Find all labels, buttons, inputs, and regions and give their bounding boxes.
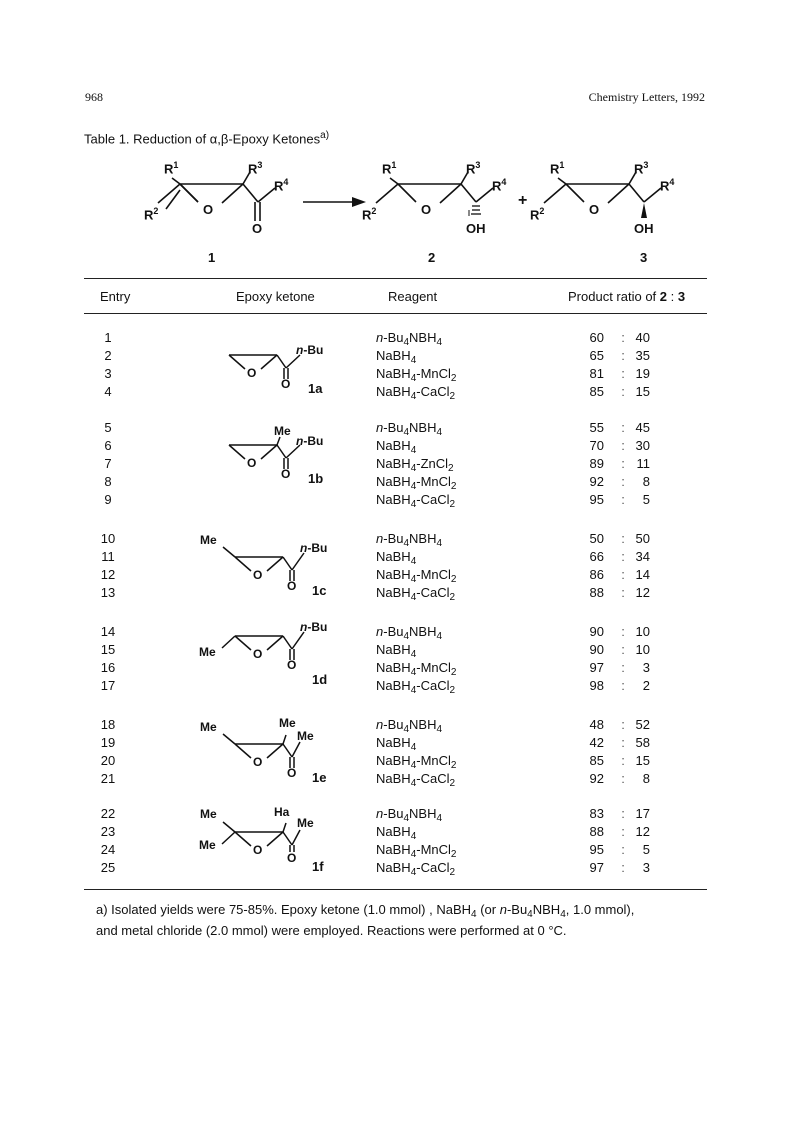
- reagent-part: NaBH: [376, 474, 411, 489]
- reagent-part: -CaCl: [416, 384, 450, 399]
- reagent-part: -Bu: [383, 717, 404, 732]
- entry-number: 10: [100, 531, 116, 546]
- ratio-separator: :: [621, 717, 625, 732]
- scheme-r1-label: $R^1$: [164, 160, 179, 177]
- ratio-product-3: 15: [635, 384, 650, 399]
- reagent-subscript: 4: [403, 538, 410, 549]
- reagent-subscript: 4: [410, 592, 417, 603]
- reagent-part: -CaCl: [416, 771, 450, 786]
- struct-1e-me1: Me: [200, 720, 217, 734]
- scheme-r4-label: $R^4$: [274, 177, 289, 194]
- ratio-product-3: 10: [635, 642, 650, 657]
- reagent-part: NaBH: [376, 492, 411, 507]
- ratio-separator: :: [621, 771, 625, 786]
- reagent-subscript: 4: [436, 813, 443, 824]
- scheme-r2-label: $R^2$: [144, 206, 159, 223]
- ratio-product-2: 65: [589, 348, 604, 363]
- reagent-part: -MnCl: [416, 567, 451, 582]
- ratio-separator: :: [621, 384, 625, 399]
- reagent-subscript: 2: [450, 481, 457, 492]
- ratio-product-2: 92: [589, 771, 604, 786]
- scheme-epoxide-o: O: [421, 202, 432, 217]
- struct-1e-me2: Me: [279, 716, 296, 730]
- reagent-subscript: 4: [410, 499, 417, 510]
- ratio-product-2: 48: [589, 717, 604, 732]
- ratio-product-3: 8: [642, 771, 650, 786]
- reagent-part: NaBH: [376, 660, 411, 675]
- scheme-r3-label: $R^3$: [248, 160, 263, 177]
- reagent-subscript: 4: [410, 373, 417, 384]
- reagent-subscript: 4: [410, 481, 417, 492]
- reagent-subscript: 4: [410, 831, 417, 842]
- ratio-product-3: 2: [642, 678, 650, 693]
- reagent-part: -CaCl: [416, 585, 450, 600]
- struct-1f-me2: Me: [297, 816, 314, 830]
- reagent-part: NaBH: [376, 860, 411, 875]
- ratio-product-3: 14: [635, 567, 650, 582]
- ratio-product-2: 66: [589, 549, 604, 564]
- struct-1b-co: O: [281, 467, 291, 481]
- ratio-product-3: 34: [635, 549, 650, 564]
- reagent-subscript: 4: [410, 391, 417, 402]
- scheme-r1-label: $R^1$: [550, 160, 565, 177]
- scheme-oh-label: OH: [634, 221, 654, 236]
- struct-1d-me: Me: [199, 645, 216, 659]
- ratio-product-2: 90: [589, 642, 604, 657]
- struct-1c-o: O: [253, 568, 263, 582]
- ratio-separator: :: [621, 806, 625, 821]
- scheme-r3-label: $R^3$: [634, 160, 649, 177]
- ratio-product-2: 50: [589, 531, 604, 546]
- reagent-part: NaBH: [376, 678, 411, 693]
- scheme-r2-label: $R^2$: [362, 206, 377, 223]
- scheme-plus: +: [518, 192, 528, 209]
- struct-1d-co: O: [287, 658, 297, 672]
- reagent-part: NaBH: [376, 735, 411, 750]
- ratio-product-3: 11: [636, 456, 650, 471]
- reagent-subscript: 4: [403, 427, 410, 438]
- ratio-product-3: 12: [635, 585, 650, 600]
- reagent-part: NaBH: [376, 549, 411, 564]
- reagent-subscript: 4: [410, 355, 417, 366]
- compound-label-1c: 1c: [312, 583, 327, 598]
- struct-1f-me3: Me: [199, 838, 216, 852]
- reagent-subscript: 2: [449, 592, 456, 603]
- reagent-subscript: 2: [449, 499, 456, 510]
- struct-1f-o: O: [253, 843, 263, 857]
- ratio-separator: :: [621, 642, 625, 657]
- caption-footnote-mark: a): [320, 130, 330, 141]
- reagent-subscript: 4: [403, 337, 410, 348]
- reagent-part: NBH: [409, 717, 437, 732]
- ratio-separator: :: [621, 842, 625, 857]
- reagent-subscript: 4: [436, 724, 443, 735]
- compound-label-1e: 1e: [312, 770, 327, 785]
- ratio-product-2: 89: [589, 456, 604, 471]
- ratio-separator: :: [621, 420, 625, 435]
- struct-1b-me: Me: [274, 424, 291, 438]
- header-entry: Entry: [100, 289, 131, 304]
- reagent-subscript: 4: [410, 667, 417, 678]
- entry-number: 5: [104, 420, 112, 435]
- reagent-prefix: n: [376, 420, 384, 435]
- reagent-subscript: 2: [449, 391, 456, 402]
- reagent-part: NaBH: [376, 642, 411, 657]
- scheme-epoxide-o: O: [589, 202, 600, 217]
- entry-number: 8: [104, 474, 112, 489]
- reagent-subscript: 4: [403, 724, 410, 735]
- ratio-separator: :: [621, 366, 625, 381]
- journal-name: Chemistry Letters, 1992: [588, 90, 705, 104]
- reagent-part: -Bu: [383, 531, 404, 546]
- ratio-product-3: 3: [642, 660, 650, 675]
- ratio-separator: :: [621, 567, 625, 582]
- reagent-subscript: 4: [403, 813, 410, 824]
- reagent-subscript: 4: [436, 631, 443, 642]
- scheme-r4-label: $R^4$: [492, 177, 507, 194]
- table-bottom-rule: [84, 889, 707, 890]
- reagent-subscript: 4: [410, 778, 417, 789]
- struct-1e-co: O: [287, 766, 297, 780]
- ratio-product-3: 15: [635, 753, 650, 768]
- ratio-product-3: 40: [635, 330, 650, 345]
- reagent-prefix: n: [376, 806, 384, 821]
- reagent-subscript: 2: [449, 867, 456, 878]
- entry-number: 13: [100, 585, 116, 600]
- ratio-separator: :: [621, 456, 625, 471]
- reagent-subscript: 4: [410, 685, 417, 696]
- reagent-subscript: 4: [410, 574, 417, 585]
- entry-number: 21: [100, 771, 116, 786]
- scheme-oh-label: OH: [466, 221, 486, 236]
- reagent-part: NaBH: [376, 438, 411, 453]
- reagent-part: -MnCl: [416, 660, 451, 675]
- ratio-separator: :: [621, 585, 625, 600]
- struct-1b-o: O: [247, 456, 257, 470]
- struct-1a-o: O: [247, 366, 257, 380]
- reagent-part: NaBH: [376, 824, 411, 839]
- entry-number: 17: [100, 678, 116, 693]
- entry-number: 9: [104, 492, 112, 507]
- entry-number: 2: [104, 348, 112, 363]
- ratio-product-3: 45: [635, 420, 650, 435]
- struct-1d-nbu: n-Bu: [300, 620, 328, 634]
- struct-1f-me1: Me: [200, 807, 217, 821]
- ratio-separator: :: [621, 624, 625, 639]
- ratio-product-2: 42: [589, 735, 604, 750]
- entry-number: 20: [100, 753, 116, 768]
- header-reagent: Reagent: [388, 289, 438, 304]
- entry-number: 22: [100, 806, 116, 821]
- ratio-product-2: 88: [589, 585, 604, 600]
- ratio-product-2: 86: [589, 567, 604, 582]
- ratio-product-3: 19: [635, 366, 650, 381]
- ratio-product-3: 3: [642, 860, 650, 875]
- ratio-product-2: 55: [589, 420, 604, 435]
- ratio-product-3: 10: [635, 624, 650, 639]
- ratio-product-2: 88: [589, 824, 604, 839]
- reagent-part: -ZnCl: [416, 456, 449, 471]
- table-footnote: a) Isolated yields were 75-85%. Epoxy ketone (1.0 mmol) , NaBH$_4$ (or $n-Bu_4NBH_4$, 1.0 mmol), and metal chloride (2.0 mmol) were employed. Reactions were performed at 0 °C.: [96, 902, 635, 938]
- reagent-part: NaBH: [376, 384, 411, 399]
- entry-number: 18: [100, 717, 116, 732]
- compound-label-1b: 1b: [308, 471, 324, 486]
- ratio-product-2: 60: [589, 330, 604, 345]
- scheme-r4-label: $R^4$: [660, 177, 675, 194]
- reagent-subscript: 4: [436, 538, 443, 549]
- ratio-product-3: 50: [635, 531, 650, 546]
- reagent-subscript: 4: [410, 463, 417, 474]
- reagent-subscript: 2: [449, 778, 456, 789]
- header-product-ratio: Product ratio of 2 : 3: [568, 289, 686, 304]
- ratio-product-3: 8: [642, 474, 650, 489]
- reagent-part: NBH: [409, 806, 437, 821]
- ratio-product-2: 95: [589, 492, 604, 507]
- ratio-separator: :: [621, 492, 625, 507]
- ratio-product-2: 81: [589, 366, 604, 381]
- reagent-part: -Bu: [383, 624, 404, 639]
- struct-1f-co: O: [287, 851, 297, 865]
- reagent-subscript: 4: [410, 849, 417, 860]
- entry-number: 16: [100, 660, 116, 675]
- ratio-separator: :: [621, 348, 625, 363]
- reagent-part: NaBH: [376, 753, 411, 768]
- reagent-subscript: 4: [436, 427, 443, 438]
- reagent-part: NaBH: [376, 348, 411, 363]
- reagent-part: NBH: [409, 624, 437, 639]
- ratio-product-3: 5: [642, 842, 650, 857]
- ratio-product-3: 12: [635, 824, 650, 839]
- reagent-part: -MnCl: [416, 366, 451, 381]
- ratio-product-2: 95: [589, 842, 604, 857]
- reagent-part: NaBH: [376, 842, 411, 857]
- caption-text: Table 1. Reduction of α,β-Epoxy Ketones: [84, 131, 321, 147]
- struct-1e-me3: Me: [297, 729, 314, 743]
- reagent-part: NBH: [409, 330, 437, 345]
- reagent-subscript: 2: [450, 667, 457, 678]
- reagent-subscript: 4: [410, 556, 417, 567]
- ratio-product-3: 17: [635, 806, 650, 821]
- compound-label-1f: 1f: [312, 859, 324, 874]
- reagent-subscript: 2: [450, 373, 457, 384]
- scheme-carbonyl-o: O: [252, 221, 263, 236]
- reagent-part: -CaCl: [416, 860, 450, 875]
- compound-label-1: 1: [208, 250, 216, 265]
- reagent-subscript: 2: [450, 574, 457, 585]
- ratio-product-2: 83: [589, 806, 604, 821]
- reagent-prefix: n: [376, 624, 384, 639]
- entry-number: 3: [104, 366, 112, 381]
- ratio-product-2: 85: [589, 384, 604, 399]
- reagent-prefix: n: [376, 717, 384, 732]
- ratio-separator: :: [621, 678, 625, 693]
- ratio-product-3: 52: [635, 717, 650, 732]
- ratio-separator: :: [621, 753, 625, 768]
- scheme-r2-label: $R^2$: [530, 206, 545, 223]
- ratio-separator: :: [621, 549, 625, 564]
- compound-label-3: 3: [640, 250, 648, 265]
- struct-1b-nbu: n-Bu: [296, 434, 324, 448]
- reagent-subscript: 4: [436, 337, 443, 348]
- reagent-part: NaBH: [376, 585, 411, 600]
- reagent-subscript: 2: [448, 463, 454, 474]
- entry-number: 23: [100, 824, 116, 839]
- reagent-subscript: 4: [410, 445, 417, 456]
- reagent-subscript: 4: [410, 760, 417, 771]
- compound-label-1d: 1d: [312, 672, 328, 687]
- reagent-part: -Bu: [383, 806, 404, 821]
- ratio-product-3: 5: [642, 492, 650, 507]
- struct-1c-co: O: [287, 579, 297, 593]
- ratio-separator: :: [621, 660, 625, 675]
- ratio-separator: :: [621, 438, 625, 453]
- scheme-epoxide-o: O: [203, 202, 214, 217]
- entry-number: 11: [101, 549, 115, 564]
- reagent-part: NaBH: [376, 771, 411, 786]
- reagent-part: NBH: [409, 420, 437, 435]
- reagent-part: -MnCl: [416, 842, 451, 857]
- entry-number: 7: [104, 456, 112, 471]
- reagent-part: -Bu: [383, 420, 404, 435]
- ratio-product-2: 70: [589, 438, 604, 453]
- reagent-prefix: n: [376, 330, 384, 345]
- reagent-part: -Bu: [383, 330, 404, 345]
- ratio-product-2: 85: [589, 753, 604, 768]
- scheme-r3-label: $R^3$: [466, 160, 481, 177]
- entry-number: 15: [100, 642, 116, 657]
- ratio-separator: :: [621, 330, 625, 345]
- struct-1d-o: O: [253, 647, 263, 661]
- ratio-separator: :: [621, 531, 625, 546]
- struct-1e-o: O: [253, 755, 263, 769]
- entry-number: 19: [100, 735, 116, 750]
- ratio-product-3: 30: [635, 438, 650, 453]
- reagent-subscript: 4: [410, 742, 417, 753]
- scheme-r1-label: $R^1$: [382, 160, 397, 177]
- ratio-product-2: 92: [589, 474, 604, 489]
- struct-1c-nbu: n-Bu: [300, 541, 328, 555]
- reagent-part: NaBH: [376, 456, 411, 471]
- ratio-product-3: 58: [635, 735, 650, 750]
- reagent-part: -CaCl: [416, 492, 450, 507]
- ratio-separator: :: [621, 824, 625, 839]
- reagent-part: NaBH: [376, 366, 411, 381]
- reagent-part: -MnCl: [416, 753, 451, 768]
- reagent-subscript: 4: [403, 631, 410, 642]
- reagent-subscript: 2: [449, 685, 456, 696]
- reagent-part: NaBH: [376, 567, 411, 582]
- entry-number: 14: [100, 624, 116, 639]
- reagent-subscript: 2: [450, 849, 457, 860]
- reagent-subscript: 4: [410, 649, 417, 660]
- entry-number: 4: [104, 384, 112, 399]
- entry-number: 1: [104, 330, 112, 345]
- struct-1f-ha: Ha: [274, 805, 290, 819]
- reagent-part: -CaCl: [416, 678, 450, 693]
- ratio-product-2: 90: [589, 624, 604, 639]
- entry-number: 25: [100, 860, 116, 875]
- entry-number: 6: [104, 438, 112, 453]
- struct-1a-co: O: [281, 377, 291, 391]
- ratio-product-3: 35: [635, 348, 650, 363]
- ratio-product-2: 97: [589, 660, 604, 675]
- reagent-prefix: n: [376, 531, 384, 546]
- entry-number: 24: [100, 842, 116, 857]
- header-epoxy-ketone: Epoxy ketone: [236, 289, 315, 304]
- struct-1c-me: Me: [200, 533, 217, 547]
- struct-1a-nbu: n-Bu: [296, 343, 324, 357]
- reagent-subscript: 4: [410, 867, 417, 878]
- compound-label-2: 2: [428, 250, 436, 265]
- reagent-part: NBH: [409, 531, 437, 546]
- page-number: 968: [85, 90, 103, 104]
- ratio-separator: :: [621, 860, 625, 875]
- compound-label-1a: 1a: [308, 381, 323, 396]
- ratio-product-2: 97: [589, 860, 604, 875]
- ratio-separator: :: [621, 474, 625, 489]
- entry-number: 12: [100, 567, 116, 582]
- reagent-part: -MnCl: [416, 474, 451, 489]
- reagent-subscript: 2: [450, 760, 457, 771]
- ratio-product-2: 98: [589, 678, 604, 693]
- ratio-separator: :: [621, 735, 625, 750]
